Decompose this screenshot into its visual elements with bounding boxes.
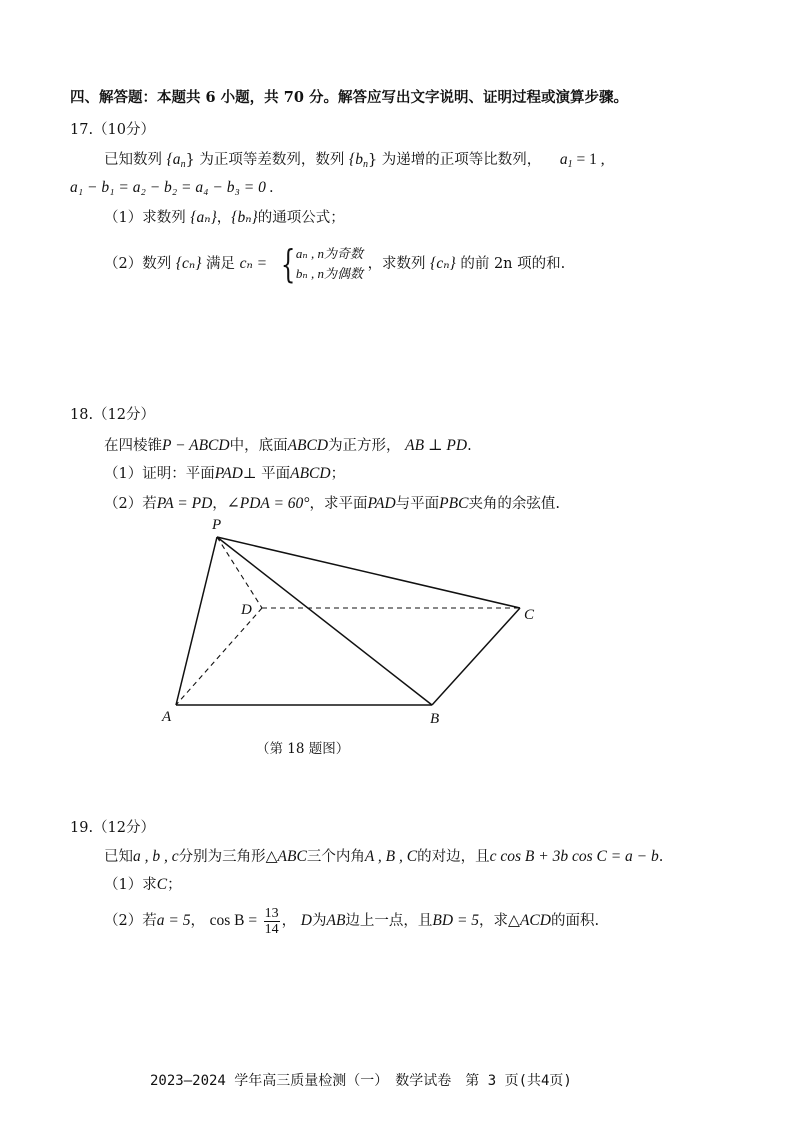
- q19-triangle: △ABC: [265, 848, 307, 865]
- q17-part1-seq-b: {bₙ}: [231, 209, 258, 226]
- q17-case-odd: aₙ , n为奇数: [295, 246, 363, 261]
- q19-stem-b: 分别为三角形: [178, 849, 266, 865]
- q18-figure-caption: （第 18 题图）: [256, 741, 350, 757]
- q18-p2-a: （2）若: [104, 496, 157, 512]
- q17-seq-a-base: {a: [166, 151, 181, 168]
- q17-seq-b-base: {b: [349, 151, 363, 168]
- q17-cn: cₙ =: [239, 255, 268, 272]
- q18-stem-d: .: [467, 438, 472, 454]
- q18-p2-c: ，求平面: [309, 496, 368, 512]
- q18-p1-b: ⊥ 平面: [242, 466, 291, 482]
- q17-piecewise: [276, 244, 363, 284]
- q19-p2-f: ，求: [479, 913, 509, 929]
- q19-angles: A , B , C: [364, 848, 418, 865]
- q17-seq-b: [349, 151, 368, 168]
- section-title: 四、解答题：本题共 6 小题，共 70 分。解答应写出文字说明、证明过程或演算步骤。: [70, 89, 628, 106]
- q18-p1-c: ；: [330, 466, 346, 482]
- edge-ad-hidden: [176, 608, 262, 705]
- q19-stem-d: 的对边，且: [417, 849, 490, 865]
- q17-brace: {: [280, 242, 296, 286]
- q18-pyramid-figure: [150, 515, 550, 730]
- q19-equation: c cos B + 3b cos C = a − b: [489, 848, 659, 865]
- q19-sides: a , b , c: [133, 848, 179, 865]
- label-b: B: [430, 711, 440, 727]
- q19-p2-d: 为: [311, 913, 327, 929]
- q18-perp: AB ⊥ PD: [405, 437, 468, 454]
- q18-p2-eq: PA = PD: [156, 495, 213, 512]
- q17-part2-seq-c: {cₙ}: [175, 255, 202, 272]
- q17-part2-end-a: ，求数列: [367, 256, 426, 272]
- q19-frac-num: 13: [264, 905, 279, 921]
- label-p: P: [212, 517, 222, 533]
- q17-cond1: [560, 151, 605, 168]
- q17-part2-end-b: 的前 2n 项的和.: [460, 256, 566, 272]
- q18-number: 18.（12分）: [70, 407, 156, 423]
- q17-cond1-rest: = 1 ,: [572, 151, 605, 168]
- edge-pa: [176, 537, 217, 705]
- q18-p2-pad: PAD: [367, 495, 396, 512]
- label-c: C: [524, 607, 535, 623]
- q19-p2-b: ，: [190, 913, 205, 929]
- q18-pyramid: P − ABCD: [162, 437, 230, 454]
- q19-p2-ab: AB: [326, 912, 346, 929]
- q19-fraction: [264, 906, 280, 937]
- q19-part2: [104, 903, 599, 939]
- q17-part1-seq-a: {aₙ}: [190, 209, 217, 226]
- q19-stem-c: 三个内角: [306, 849, 365, 865]
- q17-part1: [104, 208, 345, 228]
- q19-p2-d-point: D: [300, 912, 312, 929]
- q19-p2-e: 边上一点，且: [345, 913, 433, 929]
- q17-part2-label: （2）数列: [104, 256, 172, 272]
- q18-base: ABCD: [287, 437, 329, 454]
- q19-number: 19.（12分）: [70, 820, 156, 836]
- q19-p2-cos: cos B =: [209, 912, 258, 929]
- q17-part1-label: （1）求数列: [104, 210, 186, 226]
- q18-p2-pbc: PBC: [439, 495, 469, 512]
- q18-p1-pad: PAD: [214, 465, 243, 482]
- q17-case-lines: [296, 244, 363, 284]
- q19-p2-c: ，: [281, 913, 297, 929]
- q17-intro-c: } 为递增的正项等比数列，: [367, 152, 542, 168]
- page-footer: 2023—2024 学年高三质量检测（一） 数学试卷 第 3 页(共4页): [150, 1073, 572, 1089]
- q17-cond1-var: a: [559, 151, 568, 168]
- q19-p1-a: （1）求: [104, 877, 157, 893]
- q17-seq-b-sub: n: [362, 159, 368, 170]
- q17-part2-seq-c-2: {cₙ}: [430, 255, 456, 272]
- q17-stem-line1: [104, 150, 605, 170]
- q19-stem-e: .: [658, 849, 664, 865]
- q19-stem-a: 已知: [104, 849, 133, 865]
- q18-stem-a: 在四棱锥: [104, 438, 162, 454]
- q18-stem: [104, 436, 472, 456]
- q18-p2-angle: ∠PDA = 60°: [226, 495, 310, 512]
- q17-intro-a: 已知数列: [104, 152, 162, 168]
- label-d: D: [241, 602, 252, 618]
- q17-part2: [104, 242, 565, 286]
- q18-stem-b: 中，底面: [229, 438, 288, 454]
- q17-condition-line: a₁ − b₁ = a₂ − b₂ = a₄ − b₃ = 0 .: [70, 179, 274, 196]
- q18-p1-abcd: ABCD: [290, 465, 331, 482]
- q18-p2-b: ，: [212, 496, 227, 512]
- q17-case-even: bₙ , n为偶数: [295, 266, 363, 281]
- q19-p2-g: 的面积.: [550, 913, 600, 929]
- q18-p1-a: （1）证明：平面: [104, 466, 215, 482]
- q17-part2-mid: 满足: [206, 256, 236, 272]
- edge-bc: [432, 608, 520, 705]
- label-a: A: [162, 709, 172, 725]
- edge-pd-hidden: [217, 537, 262, 608]
- q19-frac-den: 14: [264, 921, 279, 937]
- q19-p2-a5: a = 5: [156, 912, 191, 929]
- q19-stem: [104, 847, 663, 867]
- q18-p2-e: 夹角的余弦值.: [468, 496, 561, 512]
- q17-part1-sep: ，: [216, 210, 232, 226]
- q19-p2-acd: △ACD: [508, 912, 551, 929]
- q18-part2: [104, 494, 560, 514]
- q18-p2-d: 与平面: [395, 496, 440, 512]
- q19-p1-c: C: [156, 876, 168, 893]
- q17-part1-end: 的通项公式；: [257, 210, 345, 226]
- q18-stem-c: 为正方形，: [328, 438, 401, 454]
- q17-seq-a: [167, 151, 186, 168]
- q19-part1: [104, 875, 182, 895]
- q17-number: 17.（10分）: [70, 122, 156, 138]
- q18-part1: [104, 464, 345, 484]
- q17-seq-a-sub: n: [180, 159, 186, 170]
- q17-intro-b: } 为正项等差数列，数列: [185, 152, 345, 168]
- q17-cond1-sub: 1: [567, 159, 573, 170]
- q19-p2-a: （2）若: [104, 913, 157, 929]
- q19-p1-b: ；: [167, 877, 182, 893]
- q19-p2-bd: BD = 5: [432, 912, 480, 929]
